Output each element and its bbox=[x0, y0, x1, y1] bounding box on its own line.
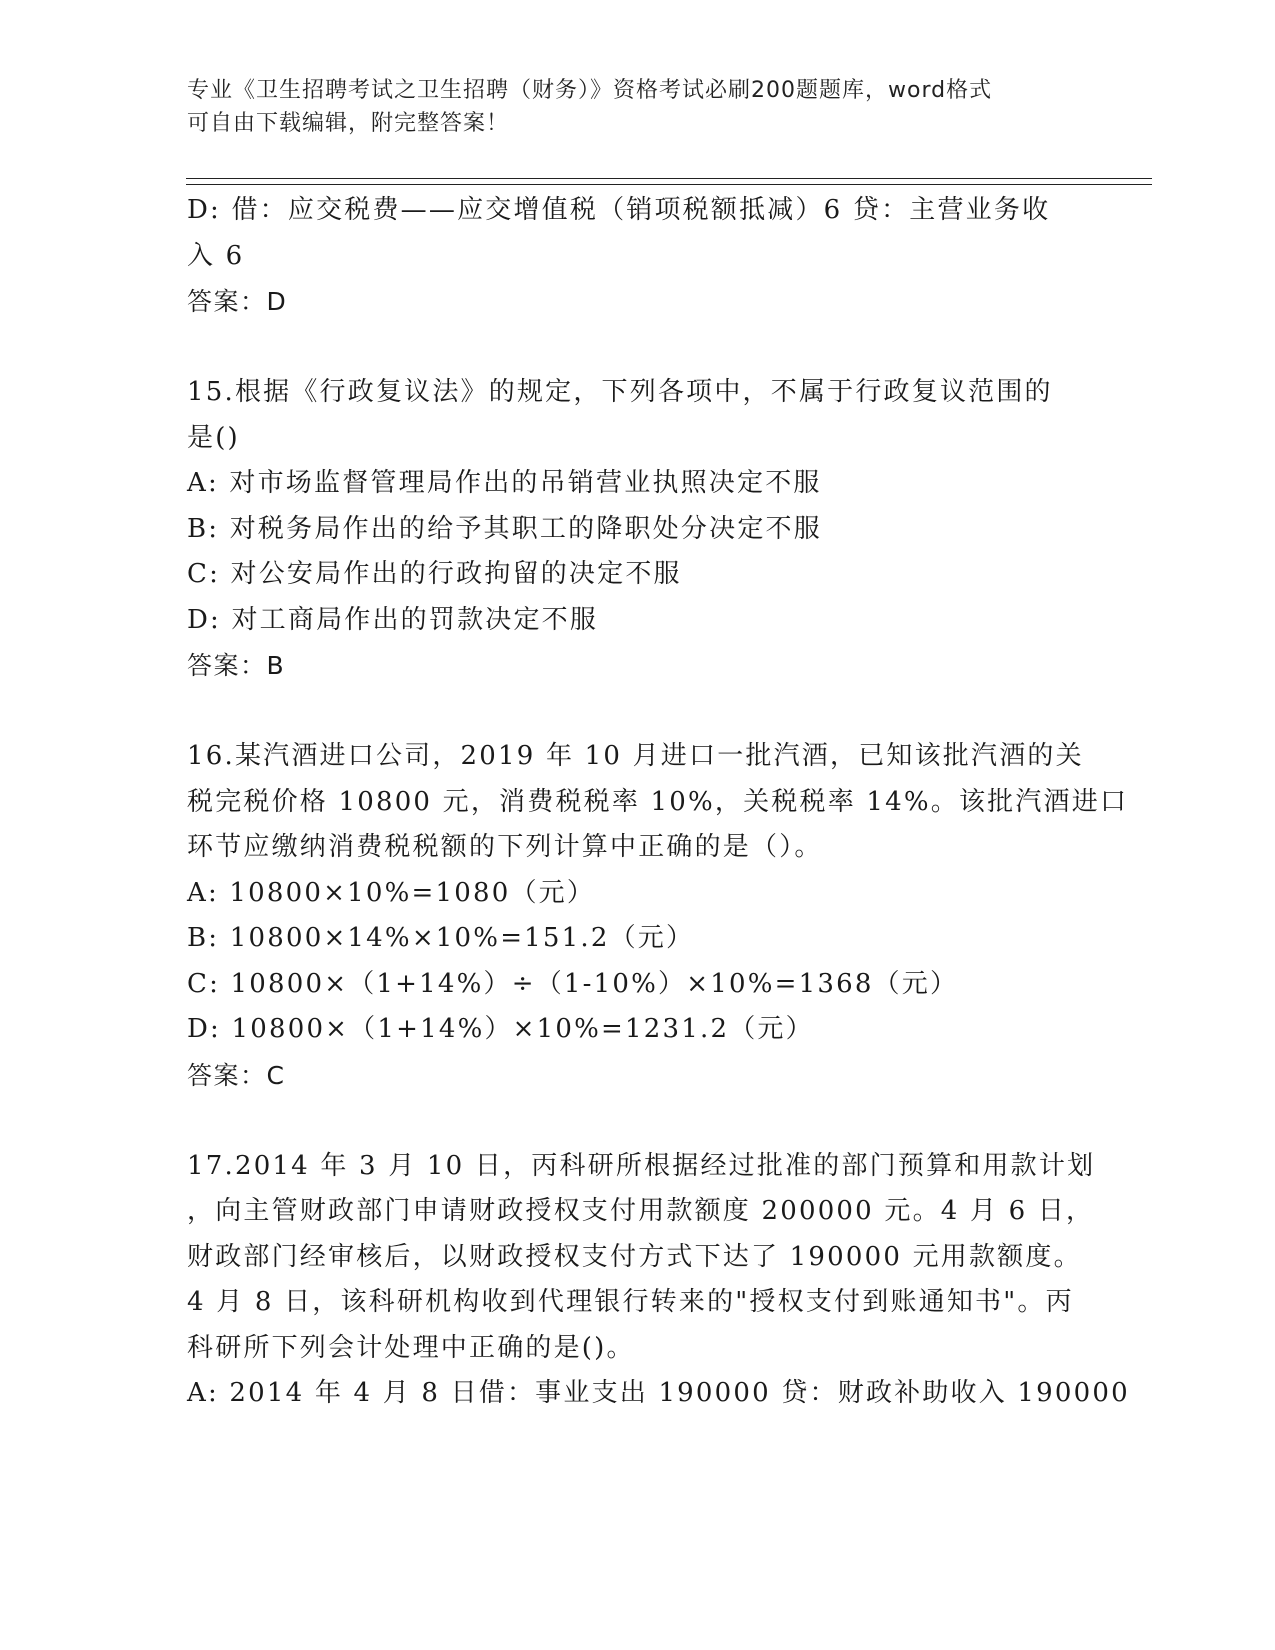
question-15 bbox=[187, 370, 1087, 689]
option-d-line-2: 入 6 bbox=[187, 240, 245, 271]
option-d: D: 10800×（1+14%）×10%=1231.2（元） bbox=[187, 1014, 814, 1044]
answer-label: 答案：B bbox=[187, 651, 286, 680]
question-17 bbox=[187, 1144, 1130, 1417]
header-rule-top bbox=[186, 178, 1152, 179]
question-stem-line: 财政部门经审核后，以财政授权支付方式下达了 190000 元用款额度。 bbox=[187, 1241, 1082, 1272]
question-stem-line: 17.2014 年 3 月 10 日，丙科研所根据经过批准的部门预算和用款计划 bbox=[187, 1150, 1096, 1181]
question-16 bbox=[187, 734, 1129, 1098]
option-a: A: 对市场监督管理局作出的吊销营业执照决定不服 bbox=[187, 468, 822, 498]
answer-label: 答案：C bbox=[187, 1060, 286, 1090]
option-c: C: 10800×（1+14%）÷（1-10%）×10%=1368（元） bbox=[187, 968, 959, 999]
question-spacer bbox=[187, 325, 1087, 371]
option-b: B: 对税务局作出的给予其职工的降职处分决定不服 bbox=[187, 513, 822, 544]
option-d: D: 对工商局作出的罚款决定不服 bbox=[187, 604, 599, 635]
option-d-line-1: D: 借：应交税费——应交增值税（销项税额抵减）6 贷：主营业务收 bbox=[187, 195, 1051, 225]
option-b: B: 10800×14%×10%=151.2（元） bbox=[187, 923, 695, 953]
question-spacer bbox=[187, 689, 1087, 735]
question-stem-line: 4 月 8 日，该科研机构收到代理银行转来的"授权支付到账通知书"。丙 bbox=[187, 1287, 1074, 1317]
question-14-tail bbox=[187, 188, 1087, 325]
question-stem-line: 是() bbox=[187, 422, 240, 453]
question-stem-line: 16.某汽酒进口公司，2019 年 10 月进口一批汽酒，已知该批汽酒的关 bbox=[187, 741, 1084, 771]
option-a: A: 10800×10%=1080（元） bbox=[187, 877, 596, 908]
header-line-2: 可自由下载编辑，附完整答案！ bbox=[187, 111, 510, 136]
header-line-1: 专业《卫生招聘考试之卫生招聘（财务）》资格考试必刷200题题库，word格式 bbox=[187, 78, 993, 103]
question-stem-line: ，向主管财政部门申请财政授权支付用款额度 200000 元。4 月 6 日， bbox=[187, 1196, 1095, 1226]
document-header bbox=[187, 74, 1067, 140]
question-stem-line: 15.根据《行政复议法》的规定，下列各项中，不属于行政复议范围的 bbox=[187, 377, 1053, 407]
question-stem-line: 环节应缴纳消费税税额的下列计算中正确的是（）。 bbox=[187, 832, 823, 862]
answer-label: 答案：D bbox=[187, 287, 288, 316]
header-rule-bottom bbox=[186, 184, 1152, 185]
question-stem-line: 科研所下列会计处理中正确的是()。 bbox=[187, 1332, 635, 1363]
document-body bbox=[187, 188, 1130, 1417]
question-stem-line: 税完税价格 10800 元，消费税税率 10%，关税税率 14%。该批汽酒进口 bbox=[187, 786, 1129, 817]
option-a: A: 2014 年 4 月 8 日借：事业支出 190000 贷：财政补助收入 190000 bbox=[187, 1378, 1130, 1408]
question-spacer bbox=[187, 1098, 1087, 1144]
option-c: C: 对公安局作出的行政拘留的决定不服 bbox=[187, 559, 682, 589]
